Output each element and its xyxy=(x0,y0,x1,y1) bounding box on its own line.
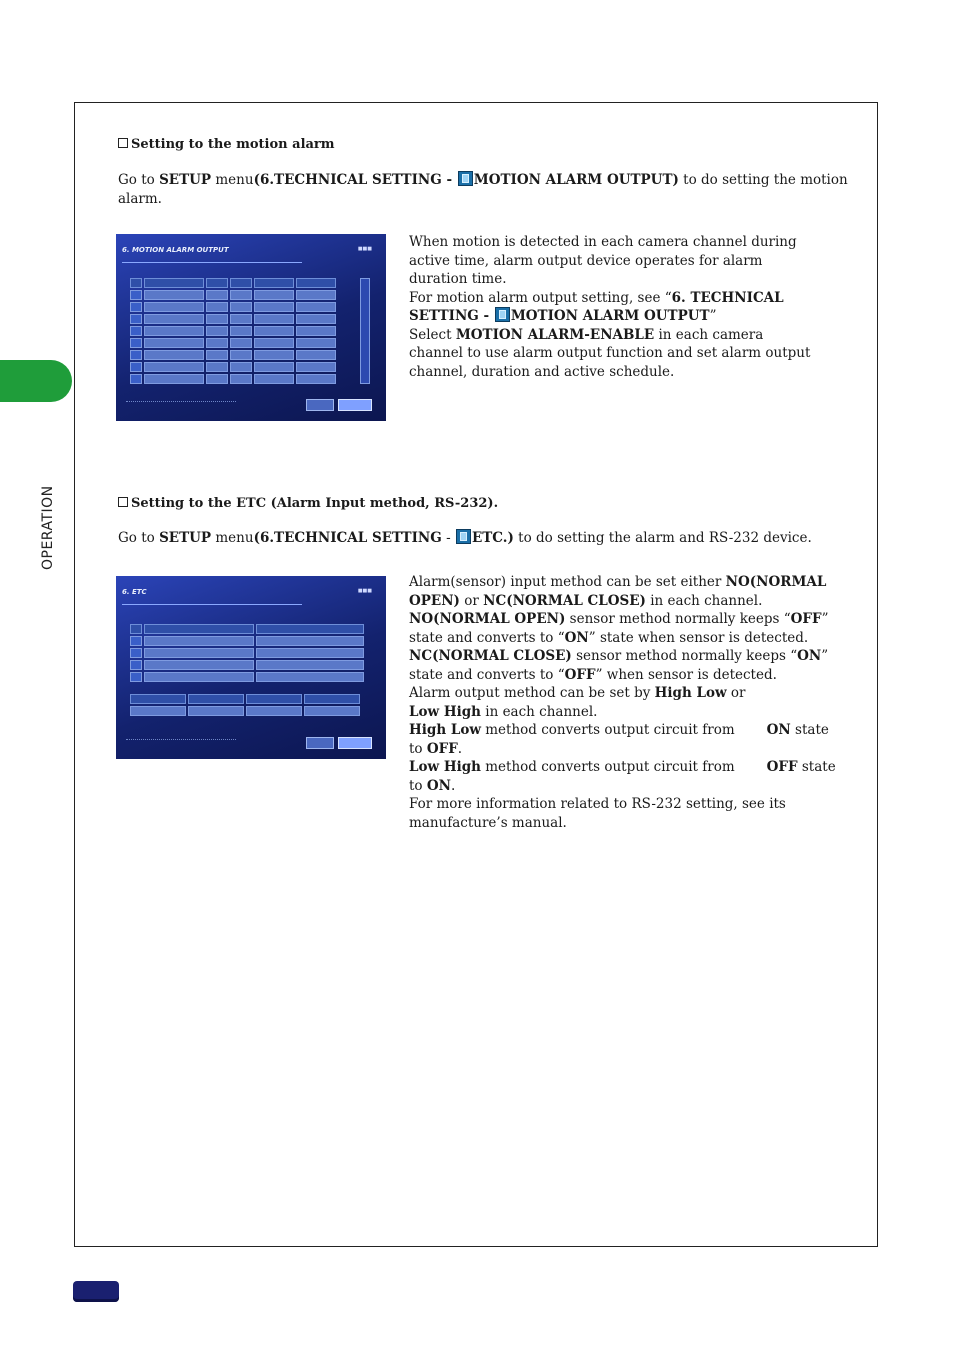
section1-heading xyxy=(118,137,335,152)
screen-table-alarm xyxy=(130,616,372,684)
checkbox-icon xyxy=(118,497,128,507)
screen-footer xyxy=(126,399,376,411)
section1-intro: Go to SETUP menu(6.TECHNICAL SETTING - MOTION ALARM OUTPUT) to do setting the motion alarm. xyxy=(118,172,848,207)
etc-screenshot xyxy=(116,576,386,759)
screen-scrollbar xyxy=(360,278,370,384)
screen-table xyxy=(130,278,372,386)
section2-heading xyxy=(118,496,498,511)
section2-intro: Go to SETUP menu(6.TECHNICAL SETTING - ETC.) to do setting the alarm and RS-232 device. xyxy=(118,530,812,546)
setting-icon xyxy=(458,171,473,186)
motion-alarm-screenshot xyxy=(116,234,386,421)
screen-button-cancel xyxy=(338,737,372,749)
screen-footer xyxy=(126,737,376,749)
logo: ■■■ xyxy=(357,588,372,594)
section1-heading-text: Setting to the motion alarm xyxy=(131,137,335,152)
section2-heading-text: Setting to the ETC (Alarm Input method, RS-232). xyxy=(131,496,499,511)
checkbox-icon xyxy=(118,138,128,148)
section-label: OPERATION xyxy=(40,485,56,570)
screen-table-rs232 xyxy=(130,694,372,718)
logo: ■■■ xyxy=(357,246,372,252)
screen-button-cancel xyxy=(338,399,372,411)
screen-button-nav xyxy=(306,737,334,749)
section-tab xyxy=(0,360,72,402)
setting-icon xyxy=(456,529,471,544)
screen-title: 6. ETC xyxy=(122,588,302,605)
setting-icon xyxy=(495,307,510,322)
section1-description: When motion is detected in each camera channel during active time, alarm output device operates for alarm duration time. For motion alarm output setting, see “6. TECHNICAL SETTING - MOTION ALARM OUTPUT” Select MOTION ALARM-ENABLE in each camera channel to use alarm output function and set alarm output channel, duration and active schedule. xyxy=(409,234,811,380)
screen-title: 6. MOTION ALARM OUTPUT xyxy=(122,246,302,263)
screen-button-nav xyxy=(306,399,334,411)
section2-description: Alarm(sensor) input method can be set either NO(NORMAL OPEN) or NC(NORMAL CLOSE) in each channel. NO(NORMAL OPEN) sensor method normally keeps “OFF” state and converts to “ON” state when sensor is detected. NC(NORMAL CLOSE) sensor method normally keeps “ON” state and converts to “OFF” when sensor is detected. Alarm output method can be set by High Low or Low High in each channel. High Low method converts output circuit from ON state to OFF. Low High method converts output circuit from OFF state to ON. For more information related to RS-232 setting, see its manufacture’s manual. xyxy=(409,574,836,831)
page-number-box xyxy=(73,1281,119,1302)
